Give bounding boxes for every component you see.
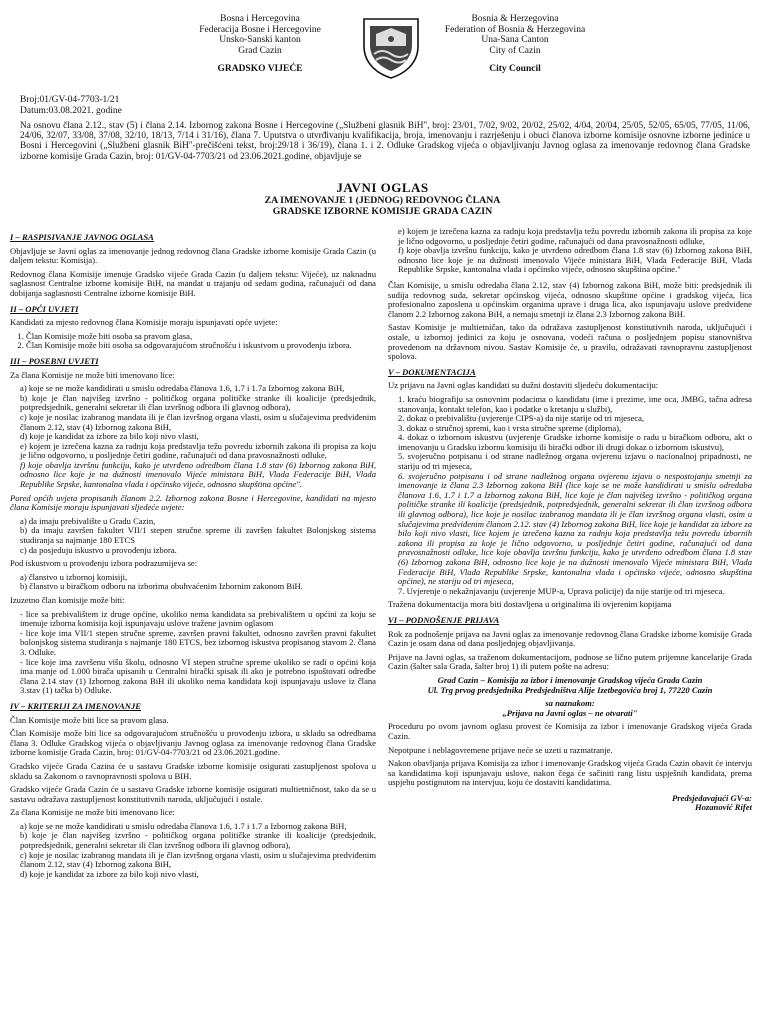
- paragraph: Kandidati za mjesto redovnog člana Komisije moraju ispunjavati opće uvjete:: [10, 317, 278, 328]
- list-item: - lice koje ima završenu višu školu, odnosno VI stepen stručne spreme ukoliko se radi o općini koja ima manje od 1.000 birača upisanih u Centralni birački spisak ili ako je potrebno ispoštovati odredbe člana 2.14 stav (1) Izbornog zakona BiH ili ukoliko nema kandidata koji ispunjavaju uslove iz člana 3.stav (1) tačka b) Odluke.: [20, 656, 376, 696]
- general-conditions-list: [10, 332, 376, 351]
- document-subtitle: [0, 196, 765, 217]
- document-title: JAVNI OGLAS: [336, 180, 429, 195]
- list-item: c) koje je nosilac izabranog mandata ili je član izvršnog organa vlasti, osim u slučajevima predviđenim članom 2.12, stav (4) Izbornog zakona BiH,: [20, 849, 376, 870]
- list-item: b) članstvo u biračkom odboru na izborima obuhvaćenim Izbornim zakonom BiH.: [20, 581, 303, 592]
- list-item: a) da imaju prebivalište u Gradu Cazin,: [20, 515, 156, 526]
- list-item: 6. svojeručno potpisanu i od strane nadležnog organa ovjerenu izjavu o nespostojanju smetnji za imenovanje iz člana 2.3 Izbornog zakona BiH (lice koje se ne može kandidirati u smislu odredaba članova 1.6, 1.7 i 1.7 a Izbornog zakona BiH, lice koje je član najvišeg izvršno - političkog organa političke stranke ili koalicije (predsjednik, potpredsjednik, generalni sekretar ili član izvršnog odbora ili glavnog odbora), lice koje je nosilac izabranog mandata ili je član izvršnog organa vlasti, osim u slučajevima predviđenim članom 2.12. stav (4) Izbornog zakona BiH, lice koje je kandidat za izbore za bilo koji nivo vlasti, lice kojem je izrečena kazna za radnju koja predstavlja težu povredu izbornih zakona ili propisa za koje je lično odgovorno, u posljednje četiri godine, računajući od dana pravosnažnosti odluke, lice koje obavlja izvršnu funkciju, kako je utvrđeno odredbom člana 1.8 stav (6) Izbornog zakona BiH, odnosno lice koje je na dužnosti imenovalo Vijeće ministara BiH, Vlada Federacije BiH, Vlada Republike Srpske, kantonalna vlada i općinsko vijeće, odnosno skupština općine), ne stariju od tri mjeseca,: [398, 470, 752, 587]
- list-item: - lice sa prebivalištem iz druge općine, ukoliko nema kandidata sa prebivalištem u općini za koju se imenuje izborna komisija koji ispunjavaju uslove tražene javnim oglasom: [20, 608, 376, 629]
- note-label: sa naznakom:: [545, 698, 595, 709]
- list-item: e) kojem je izrečena kazna za radnju koja predstavlja težu povredu izbornih zakona ili propisa za koju je lično odgovorno, u posljednje četiri godine, računajući od dana pravosnažnosti odluke,: [20, 440, 376, 461]
- header-right-org: City Council: [489, 64, 541, 75]
- subtitle-line-2: GRADSKE IZBORNE KOMISIJE GRADA CAZIN: [272, 205, 493, 217]
- paragraph: Rok za podnošenje prijava na Javni oglas za imenovanje redovnog člana Gradske izborne komisije Grada Cazin je osam dana od dana posljednjeg objavljivanja.: [388, 628, 752, 649]
- list-item: 3. dokaz o stručnoj spremi, kao i vrsta stručne spreme (diploma),: [398, 422, 622, 433]
- paragraph: Gradsko vijeće Grada Cazina će u sastavu Gradske izborne komisije osigurati zastupljenost spolova u skladu sa Zakonom o ravnopravnosti spolova u BIH.: [10, 760, 376, 781]
- list-item: a) koje se ne može kandidirati u smislu odredaba članova 1.6, 1.7 i 1.7a Izbornog zakona BiH,: [20, 383, 345, 394]
- exclusions-list: [10, 822, 376, 880]
- list-item: 2. dokaz o prebivalištu (uvjerenje CIPS-a) da nije starije od tri mjeseca,: [398, 413, 645, 424]
- list-item: d) koje je kandidat za izbore za bilo koji nivo vlasti,: [20, 431, 199, 442]
- paragraph: Tražena dokumentacija mora biti dostavljena u originalima ili ovjerenim kopijama: [388, 599, 672, 610]
- list-item: - lice koje ima VII/1 stepen stručne spreme, završen pravni fakultet, odnosno završen pravni fakultet bolonjskog sistema studiranja s najmanje 180 ETCS, bez izbornog iskustva propisanog stavom 2. člana 3. Odluke.: [20, 627, 376, 657]
- paragraph: Izuzetno član komisije može biti:: [10, 595, 125, 605]
- list-item: e) kojem je izrečena kazna za radnju koja predstavlja težu povredu izbornih zakona ili propisa za koje je lično odgovorno, u posljednje četiri godine, računajući od dana pravosnažnosti odluke,: [398, 226, 752, 246]
- list-item: 1. Član Komisije može biti osoba sa pravom glasa,: [26, 332, 376, 342]
- header-left-line: Bosna i Hercegovina: [220, 14, 300, 24]
- paragraph: Redovnog člana Komisije imenuje Gradsko vijeće Grada Cazin (u daljem tekstu: Vijeće), uz naknadnu saglasnost Centralne izborne komisije BiH, na mandat u trajanju od sedam godina, računajući od dana dobijanja saglasnosti Centralne izborne komisije BiH.: [10, 268, 376, 298]
- exceptions-list: [10, 610, 376, 696]
- signatory-title: Predsjedavajući GV-a:: [672, 792, 752, 803]
- paragraph: Proceduru po ovom javnom oglasu provest će Komisija za izbor i imenovanje Gradskog vijeća Grada Cazin.: [388, 721, 752, 741]
- paragraph: Član Komisije, u smislu odredaba člana 2.12, stav (4) Izbornog zakona BiH, može biti: predsjednik ili sudija redovnog suda, sekretar općinskog vijeća, odnosno skupštine općine i gradskog vijeća, lica profesionalno zaposlena u općinskim organima uprave i druga lica, ako ispunjavaju uslove predviđene članom 2.2 Izbornog zakona BiH, a nemaju smetnji iz člana 2.3 Izbornog zakona BiH.: [388, 279, 752, 319]
- note-text: „Prijava na Javni oglas – ne otvarati": [502, 707, 638, 718]
- list-item: 1. kraću biografiju sa osnovnim podacima o kandidatu (ime i prezime, ime oca, JMBG, tačna adresa stanovanja, kontakt telefon, kao i podatke o kretanju u službi),: [398, 393, 752, 414]
- list-item: b) koje je član najvišeg izvršno - političkog organa političke stranke ili koalicije (predsjednik, potpredsjednik, generalni sekretar ili član izvršnog odbora ili glavnog odbora),: [20, 392, 376, 413]
- section-heading: I – RASPISIVANJE JAVNOG OGLASA: [10, 232, 154, 242]
- exclusions-list: [10, 384, 376, 490]
- section-heading: V – DOKUMENTACIJA: [388, 366, 476, 377]
- list-item: 5. svojeručno potpisanu i od strane nadležnog organa ovjerenu izjavu o nacionalnoj pripadnosti, ne stariju od tri mjeseca,: [398, 451, 752, 472]
- header-right-line: City of Cazin: [489, 45, 541, 56]
- paragraph: Nepotpune i neblagovremene prijave neće se uzeti u razmatranje.: [388, 744, 613, 755]
- paragraph: Za člana Komisije ne može biti imenovano lice:: [10, 807, 175, 818]
- coat-of-arms-icon: [360, 16, 422, 80]
- header-right: [440, 14, 590, 75]
- right-column: [388, 227, 752, 813]
- list-item: a) članstvo u izbornoj komisiji,: [20, 571, 128, 582]
- paragraph: Pod iskustvom u provođenju izbora podrazumijeva se:: [10, 558, 198, 569]
- section-heading: IV – KRITERIJI ZA IMENOVANJE: [10, 700, 142, 711]
- address-line-1: Grad Cazin – Komisija za izbor i imenovanje Gradskog vijeća Grada Cazin: [437, 674, 703, 685]
- special-conditions-list: [10, 517, 376, 555]
- header-right-line: Bosnia & Herzegovina: [471, 14, 559, 24]
- section-heading: III – POSEBNI UVJETI: [10, 355, 99, 366]
- paragraph: Pored općih uvjeta propisanih članom 2.2. Izbornog zakona Bosne i Hercegovine, kandidati na mjesto člana Komisije moraju ispunjavati sljedeće uvjete:: [10, 492, 376, 513]
- list-item: 4. dokaz o izbornom iskustvu (uvjerenje Gradske izborne komisije o radu u biračkom odboru, akt o imenovanju u Gradsku izbornu komisiju ili birački odbor ili drugi dokaz o izbornom iskustvu),: [398, 432, 752, 452]
- header-left-line: Unsko-Sanski kanton: [219, 35, 301, 46]
- paragraph: Nakon obavljanja prijava Komisija za izbor i imenovanje Gradskog vijeća Grada Cazin obavit će intervju sa kandidatima koji ispunjavaju uslove, nakon čega će sačiniti rang listu uspješnih kandidata, prema uspjehu postignutom na intervjuu, koju će dostaviti kandidatima.: [388, 758, 752, 788]
- paragraph: Za člana Komisije ne može biti imenovano lice:: [10, 369, 175, 380]
- document-date: Datum:03.08.2021. godine: [20, 105, 122, 116]
- section-heading: II – OPĆI UVJETI: [10, 303, 79, 314]
- header-right-line: Una-Sana Canton: [481, 35, 549, 46]
- paragraph: Prijave na Javni oglas, sa traženom dokumentacijom, podnose se lično putem prijemne kancelarije Grada Cazin (šalter sala Grada, šalter broj 1) ili putem pošte na adresu:: [388, 651, 752, 672]
- list-item: 7. Uvjerenje o nekažnjavanju (uvjerenje MUP-a, Uprava policije) da nije starije od tri mjeseca.: [398, 585, 725, 596]
- header-left-org: GRADSKO VIJEĆE: [217, 64, 303, 75]
- list-item: d) koje je kandidat za izbore za bilo koji nivo vlasti,: [20, 868, 199, 879]
- exclusions-list-continued: [388, 227, 752, 275]
- address-line-2: Ul. Trg prvog predsjednika Predsjedništva Alije Izetbegovića broj 1, 77220 Cazin: [427, 684, 713, 695]
- signature-block: [388, 794, 752, 813]
- paragraph: Gradsko vijeće Grada Cazin će u sastavu Gradske izborne komisije osigurati multietničnost, tako da se u sastavu odražava zastupljenost konstitutivnih naroda, uključujući i ostale.: [10, 784, 376, 804]
- list-item: c) koje je nosilac izabranog mandata ili je član izvršnog organa vlasti, osim u slučajevima predviđenim članom 2.12, stav (4) Izbornog zakona BiH,: [20, 411, 376, 432]
- list-item: f) koje obavlja izvršnu funkciju, kako je utvrđeno odredbom člana 1.8 stav (6) Izbornog zakona BiH, odnosno lice koje je na dužnosti imenovalo Vijeće ministara BiH, Vlada Federacije BiH, Vlada Republike Srpske, kantonalna vlada i općinsko vijeće, odnosno skupština općine.": [398, 245, 752, 275]
- mailing-address: [388, 676, 752, 695]
- legal-preamble: Na osnovu člana 2.12., stav (5) i člana 2.14. Izbornog zakona Bosne i Hercegovine („Službeni glasnik BiH", broj: 23/01, 7/02, 9/02, 20/02, 25/02, 4/04, 20/04, 25/05, 52/05, 65/05, 77/05, 11/06, 24/06, 32/07, 33/08, 37/08, 32/10, 18/13, 7/14 i 31/16), člana 7. Uputstva o utvrđivanju kvalifikacija, broja, imenovanju i razrješenju i obuci članova izborne komisije osnovne izborne jedinice u Bosni i Hercegovini („Službeni glasnik BiH"-prečišćeni tekst, broj:29/18 i 36/19), člana 1. i 2. Odluke Gradskog vijeća o objavljivanju Javnog oglasa za imenovanje redovnog člana Gradske izborne komisije Grada Cazin, broj: 01/GV-04-7703/21 od 23.06.2021.godine, objavljuje se: [20, 121, 750, 162]
- list-item: b) da imaju završen fakultet VII/1 stepen stručne spreme ili završen fakultet Bolonjskog sistema studiranja sa najmanje 180 ETCS: [20, 525, 376, 546]
- signatory-name: Hozanović Rifet: [694, 802, 752, 813]
- section-heading: VI – PODNOŠENJE PRIJAVA: [388, 614, 500, 625]
- list-item: a) koje se ne može kandidirati u smislu odredaba članova 1.6, 1.7 i 1.7 a Izbornog zakona BiH,: [20, 820, 347, 831]
- list-item: 2. Član Komisije može biti osoba sa odgovarajućom stručnošću i iskustvom u provođenju izbora.: [26, 341, 376, 351]
- documentation-list: [388, 395, 752, 596]
- paragraph: Objavljuje se Javni oglas za imenovanje jednog redovnog člana Gradske izborne komisije Grada Cazin (u daljem tekstu: Komisija).: [10, 245, 376, 266]
- header-left-line: Grad Cazin: [238, 45, 282, 56]
- left-column: [10, 227, 376, 879]
- document-meta: [20, 95, 122, 117]
- header-left: [170, 14, 350, 75]
- header-left-line: Federacija Bosne i Hercegovine: [199, 24, 321, 35]
- list-item: b) koje je član najvišeg izvršno - političkog organa političke stranke ili koalicije (predsjednik, potpredsjednik, generalni sekretar ili član izvršnog odbora ili glavnog odbora),: [20, 830, 376, 851]
- reference-number: Broj:01/GV-04-7703-1/21: [20, 95, 120, 105]
- paragraph: Sastav Komisije je multietničan, tako da odražava zastupljenost konstitutivnih naroda, uključujući i ostale, u izbornoj jedinici za koju je osnovana, vodeći računa o posljednjem popisu stanovništva provedenom na državnom nivou. Sastav Komisije će, u pravilu, odražavati ravnopravnu zastupljenost spolova.: [388, 322, 752, 362]
- header-right-line: Federation of Bosnia & Herzegovina: [444, 24, 586, 35]
- envelope-note: [388, 699, 752, 718]
- list-item: c) da posjeduju iskustvo u provođenju izbora.: [20, 544, 177, 555]
- paragraph: Član Komisije može biti lice sa odgovarajućom stručnošću u provođenju izbora, u skladu sa odredbama člana 3. Odluke Gradskog vijeća o objavljivanju Javnog oglasa za imenovanje redovnog člana Gradske izborne komisije Grada Cazin, broj: 01/GV-04-7703/21 od 23.06.2021.godine.: [10, 728, 376, 758]
- subtitle-line-1: ZA IMENOVANJE 1 (JEDNOG) REDOVNOG ČLANA: [264, 195, 501, 206]
- list-item: f) koje obavlja izvršnu funkciju, kako je utvrđeno odredbom člana 1.8 stav (6) Izbornog zakona BiH, odnosno lice koje je na dužnosti imenovalo Vijeće ministara BiH, Vlada Federacije BiH, Vlada Republike Srpske, kantonalna vlada i općinsko vijeće, odnosno skupština općine".: [20, 459, 376, 490]
- experience-list: [10, 573, 376, 592]
- paragraph: Uz prijavu na Javni oglas kandidati su dužni dostaviti sljedeću dokumentaciju:: [388, 380, 659, 391]
- paragraph: Član Komisije može biti lice sa pravom glasa.: [10, 714, 169, 725]
